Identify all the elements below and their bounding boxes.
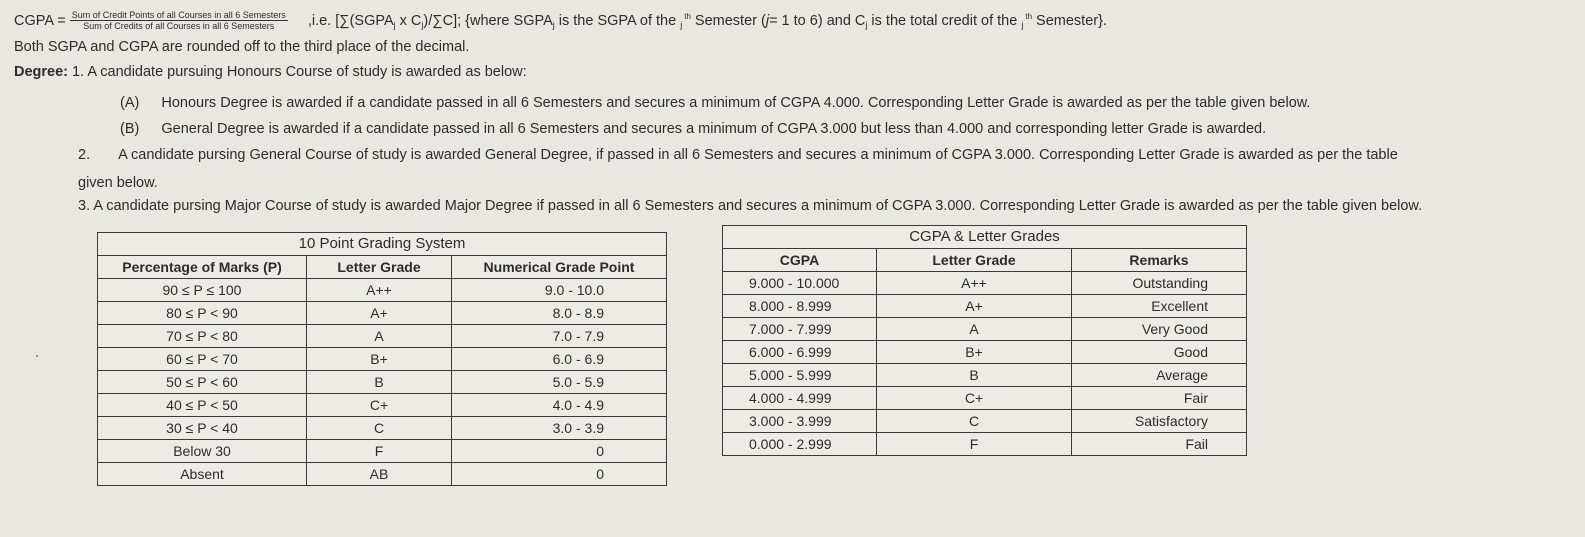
grade-point-cell: 8.0 - 8.9	[452, 302, 667, 325]
percentage-cell: 90 ≤ P ≤ 100	[98, 279, 307, 302]
grading-table-title: 10 Point Grading System	[98, 233, 667, 256]
percentage-cell: 30 ≤ P < 40	[98, 417, 307, 440]
percentage-cell: 60 ≤ P < 70	[98, 348, 307, 371]
degree-label: Degree:	[14, 64, 68, 80]
table-row	[723, 433, 1247, 456]
percentage-cell: Below 30	[98, 440, 307, 463]
table-row	[98, 371, 667, 394]
cgpa-header-cgpa: CGPA	[723, 249, 877, 272]
table-row	[98, 325, 667, 348]
letter-grade-cell: A+	[307, 302, 452, 325]
table-row	[723, 387, 1247, 410]
cgpa-range-cell: 0.000 - 2.999	[723, 433, 877, 456]
grading-header-letter: Letter Grade	[307, 256, 452, 279]
cgpa-header-remarks: Remarks	[1072, 249, 1247, 272]
table-row	[723, 272, 1247, 295]
cgpa-header-letter: Letter Grade	[877, 249, 1072, 272]
point-b-marker: (B)	[120, 121, 140, 137]
cgpa-range-cell: 8.000 - 8.999	[723, 295, 877, 318]
letter-grade-cell: B+	[307, 348, 452, 371]
point-2-text: A candidate pursing General Course of study is awarded General Degree, if passed in all 6 Semesters and secures a minimum of CGPA 3.000. Corresponding Letter Grade is awarded as per the table	[118, 147, 1398, 163]
cgpa-range-cell: 3.000 - 3.999	[723, 410, 877, 433]
remarks-cell: Fail	[1072, 433, 1247, 456]
letter-grade-cell: A	[307, 325, 452, 348]
formula-variable: j	[765, 12, 770, 29]
formula-text: x C	[395, 12, 422, 29]
formula-text: Semester (	[690, 12, 766, 29]
cgpa-formula	[14, 10, 1107, 31]
formula-subscript: j	[393, 19, 396, 30]
letter-grade-cell: B	[877, 364, 1072, 387]
formula-lhs: CGPA =	[14, 12, 66, 29]
cgpa-range-cell: 7.000 - 7.999	[723, 318, 877, 341]
point-2-marker: 2.	[78, 147, 91, 163]
letter-grade-cell: F	[307, 440, 452, 463]
cgpa-range-cell: 9.000 - 10.000	[723, 272, 877, 295]
grading-system-table	[97, 232, 667, 486]
table-row	[98, 348, 667, 371]
table-row	[723, 410, 1247, 433]
formula-fraction	[70, 10, 288, 31]
letter-grade-cell: A++	[877, 272, 1072, 295]
remarks-cell: Satisfactory	[1072, 410, 1247, 433]
cgpa-range-cell: 6.000 - 6.999	[723, 341, 877, 364]
formula-subscript: j	[680, 19, 683, 30]
formula-numerator: Sum of Credit Points of all Courses in all 6 Semesters	[71, 10, 286, 20]
point-a-text: Honours Degree is awarded if a candidate passed in all 6 Semesters and secures a minimum of CGPA 4.000. Corresponding Letter Grade is awarded as per the table given below.	[161, 95, 1311, 111]
cgpa-range-cell: 4.000 - 4.999	[723, 387, 877, 410]
table-row	[723, 364, 1247, 387]
remarks-cell: Very Good	[1072, 318, 1247, 341]
table-row	[98, 440, 667, 463]
grade-point-cell: 3.0 - 3.9	[452, 417, 667, 440]
letter-grade-cell: AB	[307, 463, 452, 486]
rounding-note: Both SGPA and CGPA are rounded off to the third place of the decimal.	[14, 39, 470, 55]
percentage-cell: 80 ≤ P < 90	[98, 302, 307, 325]
cgpa-range-cell: 5.000 - 5.999	[723, 364, 877, 387]
scan-speck	[36, 355, 38, 357]
remarks-cell: Good	[1072, 341, 1247, 364]
percentage-cell: Absent	[98, 463, 307, 486]
degree-point-1-text: 1. A candidate pursuing Honours Course of study is awarded as below:	[68, 64, 527, 80]
formula-text: is the SGPA of the	[554, 12, 681, 29]
grade-point-cell: 7.0 - 7.9	[452, 325, 667, 348]
letter-grade-cell: A	[877, 318, 1072, 341]
formula-text: is the total credit of the	[867, 12, 1022, 29]
letter-grade-cell: C	[877, 410, 1072, 433]
formula-text: )/∑C]; {where SGPA	[423, 12, 553, 29]
table-row	[723, 318, 1247, 341]
cgpa-table-title: CGPA & Letter Grades	[723, 226, 1247, 249]
grading-header-point: Numerical Grade Point	[452, 256, 667, 279]
table-row	[98, 302, 667, 325]
letter-grade-cell: C+	[877, 387, 1072, 410]
letter-grade-cell: B	[307, 371, 452, 394]
percentage-cell: 70 ≤ P < 80	[98, 325, 307, 348]
formula-text: Semester}.	[1032, 12, 1107, 29]
formula-explanation	[308, 12, 1107, 30]
formula-subscript: j	[865, 19, 868, 30]
grading-table-body	[98, 279, 667, 486]
table-row	[723, 295, 1247, 318]
degree-point-a	[120, 95, 1310, 111]
grade-point-cell: 9.0 - 10.0	[452, 279, 667, 302]
grade-point-cell: 4.0 - 4.9	[452, 394, 667, 417]
grade-point-cell: 0	[452, 440, 667, 463]
letter-grade-cell: A+	[877, 295, 1072, 318]
degree-point-1	[14, 64, 527, 80]
formula-superscript: th	[684, 11, 691, 21]
cgpa-table-body	[723, 272, 1247, 456]
formula-subscript: j	[421, 19, 424, 30]
cgpa-letter-grades-table	[722, 225, 1247, 456]
letter-grade-cell: A++	[307, 279, 452, 302]
formula-text: = 1 to 6) and C	[769, 12, 866, 29]
degree-point-3: 3. A candidate pursing Major Course of study is awarded Major Degree if passed in all 6 Semesters and secures a minimum of CGPA 3.000. Corresponding Letter Grade is awarded as per the table given below.	[78, 198, 1423, 214]
degree-point-b	[120, 121, 1266, 137]
percentage-cell: 50 ≤ P < 60	[98, 371, 307, 394]
table-row	[723, 341, 1247, 364]
grade-point-cell: 0	[452, 463, 667, 486]
remarks-cell: Fair	[1072, 387, 1247, 410]
point-b-text: General Degree is awarded if a candidate passed in all 6 Semesters and secures a minimum of CGPA 3.000 but less than 4.000 and corresponding letter Grade is awarded.	[161, 121, 1267, 137]
table-row	[98, 394, 667, 417]
letter-grade-cell: C+	[307, 394, 452, 417]
degree-point-2-cont: given below.	[78, 175, 158, 191]
remarks-cell: Outstanding	[1072, 272, 1247, 295]
table-row	[98, 463, 667, 486]
letter-grade-cell: C	[307, 417, 452, 440]
remarks-cell: Average	[1072, 364, 1247, 387]
grade-point-cell: 6.0 - 6.9	[452, 348, 667, 371]
letter-grade-cell: F	[877, 433, 1072, 456]
grading-header-percentage: Percentage of Marks (P)	[98, 256, 307, 279]
formula-subscript: j	[1021, 19, 1024, 30]
remarks-cell: Excellent	[1072, 295, 1247, 318]
formula-denominator: Sum of Credits of all Courses in all 6 Semesters	[83, 21, 275, 31]
table-row	[98, 417, 667, 440]
table-row	[98, 279, 667, 302]
formula-superscript: th	[1025, 11, 1033, 21]
letter-grade-cell: B+	[877, 341, 1072, 364]
degree-point-2	[78, 147, 1398, 163]
percentage-cell: 40 ≤ P < 50	[98, 394, 307, 417]
grade-point-cell: 5.0 - 5.9	[452, 371, 667, 394]
formula-text: ,i.e. [∑(SGPA	[307, 12, 394, 29]
formula-subscript: j	[552, 19, 555, 30]
point-a-marker: (A)	[120, 95, 140, 111]
